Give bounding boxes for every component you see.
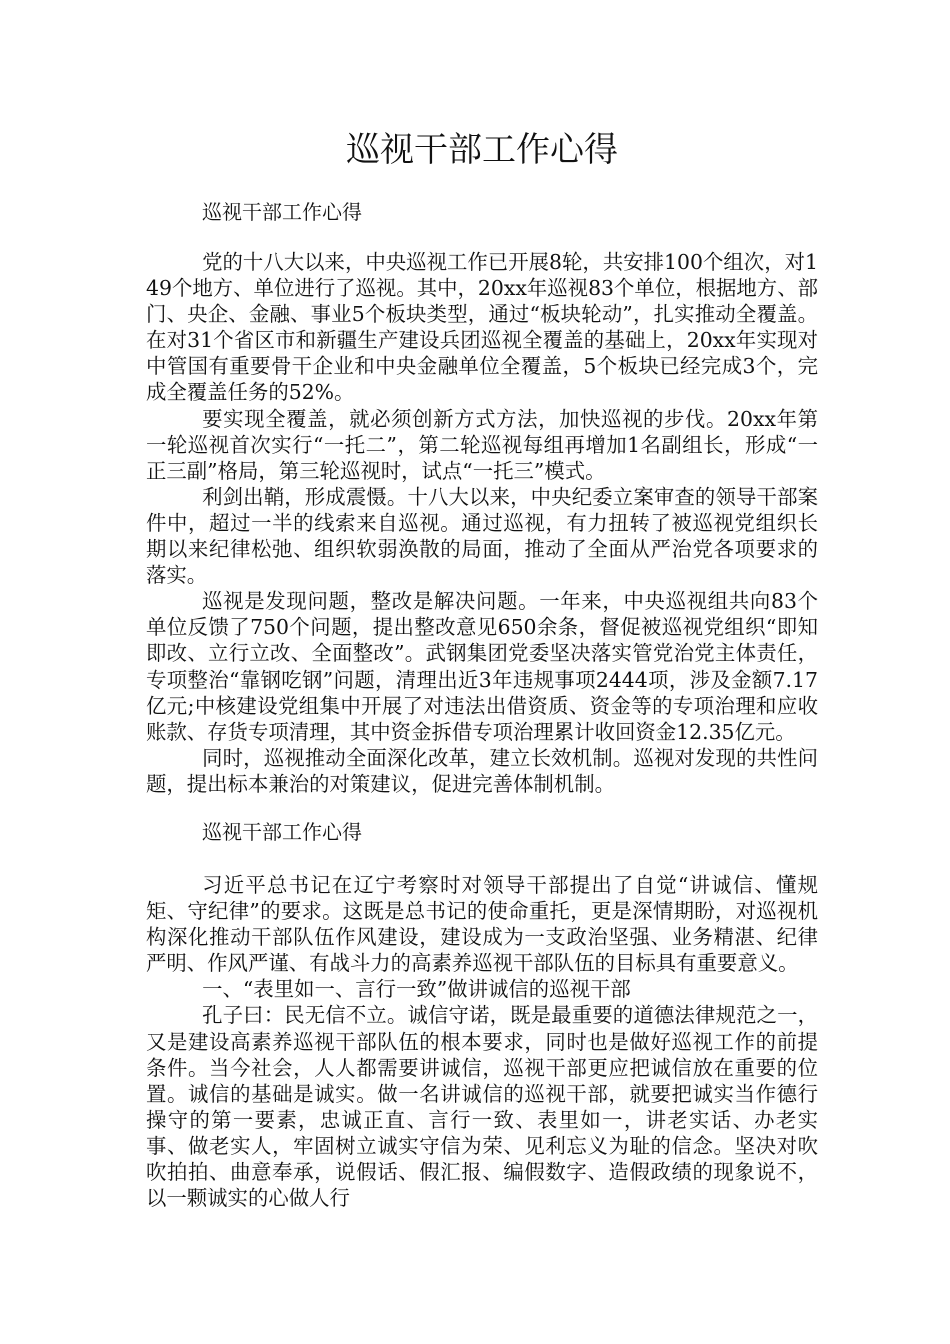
paragraph: 党的十八大以来，中央巡视工作已开展8轮，共安排100个组次，对149个地方、单位进行了巡视。其中，20xx年巡视83个单位，根据地方、部门、央企、金融、事业5个板块类型，通过“板块轮动”，扎实推动全覆盖。在对31个省区市和新疆生产建设兵团巡视全覆盖的基础上，20xx年实现对中管国有重要骨干企业和中央金融单位全覆盖，5个板块已经完成3个，完成全覆盖任务的52%。 [146, 250, 818, 405]
paragraph: 同时，巡视推动全面深化改革，建立长效机制。巡视对发现的共性问题，提出标本兼治的对策建议，促进完善体制机制。 [146, 745, 818, 796]
section-1-subtitle: 巡视干部工作心得 [202, 200, 362, 224]
section-1-body [146, 249, 818, 797]
section-2-body [146, 872, 818, 1211]
document-page [146, 0, 818, 1344]
paragraph: 习近平总书记在辽宁考察时对领导干部提出了自觉“讲诚信、懂规矩、守纪律”的要求。这既是总书记的使命重托，更是深情期盼，对巡视机构深化推动干部队伍作风建设，建设成为一支政治坚强、业务精湛、纪律严明、作风严谨、有战斗力的高素养巡视干部队伍的目标具有重要意义。 [146, 873, 818, 976]
paragraph: 孔子曰：民无信不立。诚信守诺，既是最重要的道德法律规范之一，又是建设高素养巡视干部队伍的根本要求，同时也是做好巡视工作的前提条件。当今社会，人人都需要讲诚信，巡视干部更应把诚信放在重要的位置。诚信的基础是诚实。做一名讲诚信的巡视干部，就要把诚实当作德行操守的第一要素，忠诚正直、言行一致、表里如一，讲老实话、办老实事、做老实人，牢固树立诚实守信为荣、见利忘义为耻的信念。坚决对吹吹拍拍、曲意奉承，说假话、假汇报、编假数字、造假政绩的现象说不，以一颗诚实的心做人行 [146, 1003, 818, 1211]
paragraph: 要实现全覆盖，就必须创新方式方法，加快巡视的步伐。20xx年第一轮巡视首次实行“一托二”，第二轮巡视每组再增加1名副组长，形成“一正三副”格局，第三轮巡视时，试点“一托三”模式。 [146, 406, 818, 483]
section-heading: 一、“表里如一、言行一致”做讲诚信的巡视干部 [202, 977, 631, 1002]
paragraph: 巡视是发现问题，整改是解决问题。一年来，中央巡视组共向83个单位反馈了750个问题，提出整改意见650余条，督促被巡视党组织“即知即改、立行立改、全面整改”。武钢集团党委坚决落实管党治党主体责任，专项整治“靠钢吃钢”问题，清理出近3年违规事项2444项，涉及金额7.17亿元;中核建设党组集中开展了对违法出借资质、资金等的专项治理和应收账款、存货专项清理，其中资金拆借专项治理累计收回资金12.35亿元。 [146, 589, 818, 744]
document-title: 巡视干部工作心得 [346, 130, 618, 170]
section-2-subtitle: 巡视干部工作心得 [202, 820, 362, 844]
paragraph: 利剑出鞘，形成震慑。十八大以来，中央纪委立案审查的领导干部案件中，超过一半的线索来自巡视。通过巡视，有力扭转了被巡视党组织长期以来纪律松弛、组织软弱涣散的局面，推动了全面从严治党各项要求的落实。 [146, 484, 818, 588]
